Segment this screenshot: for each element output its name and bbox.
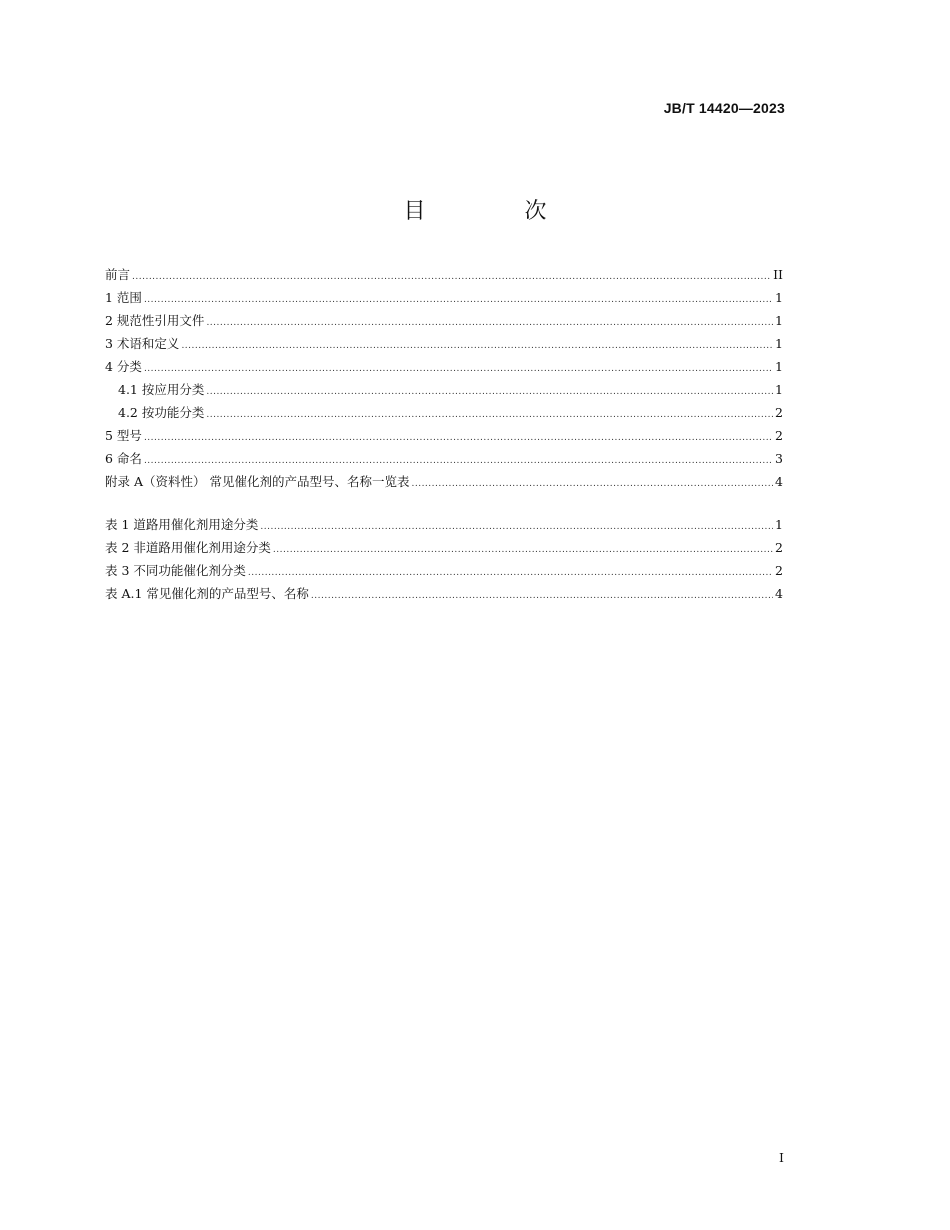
toc-entry-page: 2: [775, 405, 783, 420]
toc-entry-label: 4.1 按应用分类: [118, 382, 205, 397]
toc-entry-label: 附录 A（资料性） 常见催化剂的产品型号、名称一览表: [105, 474, 410, 489]
toc-entry-page: 1: [775, 313, 783, 328]
toc-leader-dots: [181, 335, 773, 358]
toc-entry-page: 2: [775, 540, 783, 555]
toc-entry-label: 表 2 非道路用催化剂用途分类: [105, 540, 271, 555]
toc-entry-label: 2 规范性引用文件: [105, 313, 205, 328]
toc-leader-dots: [206, 381, 773, 404]
toc-entry-label: 前言: [105, 267, 131, 282]
toc-entry-page: 1: [775, 382, 783, 397]
toc-entry-label: 表 1 道路用催化剂用途分类: [105, 517, 259, 532]
toc-entry-label: 6 命名: [105, 451, 142, 466]
toc-entry-label: 1 范围: [105, 290, 142, 305]
toc-leader-dots: [311, 585, 773, 608]
toc-entry-page: 1: [775, 517, 783, 532]
toc-entry-page: II: [773, 267, 783, 282]
toc-entry-page: 2: [775, 428, 783, 443]
standard-code: JB/T 14420—2023: [663, 100, 785, 116]
toc-entry-scope[interactable]: [105, 286, 783, 309]
toc-leader-dots: [144, 427, 773, 450]
toc-entry-annex-a[interactable]: [105, 470, 783, 493]
toc-leader-dots: [206, 312, 773, 335]
toc-entry-page: 1: [775, 336, 783, 351]
toc-entry-label: 表 A.1 常见催化剂的产品型号、名称: [105, 586, 309, 601]
toc-leader-dots: [260, 516, 773, 539]
toc-entry-label: 5 型号: [105, 428, 142, 443]
toc-entry-page: 3: [775, 451, 783, 466]
toc-leader-dots: [144, 358, 773, 381]
toc-entry-classification[interactable]: [105, 355, 783, 378]
toc-entry-label: 4.2 按功能分类: [118, 405, 205, 420]
toc-entry-page: 1: [775, 290, 783, 305]
toc-leader-dots: [273, 539, 773, 562]
toc-entry-terms-definitions[interactable]: [105, 332, 783, 355]
toc-entry-table-1[interactable]: [105, 513, 783, 536]
toc-leader-dots: [144, 289, 773, 312]
toc-leader-dots: [411, 473, 773, 496]
toc-entry-page: 2: [775, 563, 783, 578]
toc-entry-table-3[interactable]: [105, 559, 783, 582]
toc-entry-page: 4: [775, 474, 783, 489]
toc-leader-dots: [132, 266, 771, 289]
toc-entry-page: 4: [775, 586, 783, 601]
toc-entry-classification-by-application[interactable]: [105, 378, 783, 401]
list-of-tables: [105, 513, 783, 605]
toc-title: 目 次: [403, 199, 593, 224]
table-of-contents: [105, 263, 783, 493]
toc-entry-table-2[interactable]: [105, 536, 783, 559]
toc-entry-label: 表 3 不同功能催化剂分类: [105, 563, 246, 578]
toc-entry-preface[interactable]: [105, 263, 783, 286]
toc-entry-label: 4 分类: [105, 359, 142, 374]
toc-entry-page: 1: [775, 359, 783, 374]
page-number: I: [779, 1150, 784, 1165]
toc-leader-dots: [248, 562, 773, 585]
toc-entry-table-a1[interactable]: [105, 582, 783, 605]
toc-entry-label: 3 术语和定义: [105, 336, 180, 351]
toc-entry-naming[interactable]: [105, 447, 783, 470]
toc-entry-normative-references[interactable]: [105, 309, 783, 332]
toc-entry-classification-by-function[interactable]: [105, 401, 783, 424]
toc-leader-dots: [206, 404, 773, 427]
toc-entry-model[interactable]: [105, 424, 783, 447]
